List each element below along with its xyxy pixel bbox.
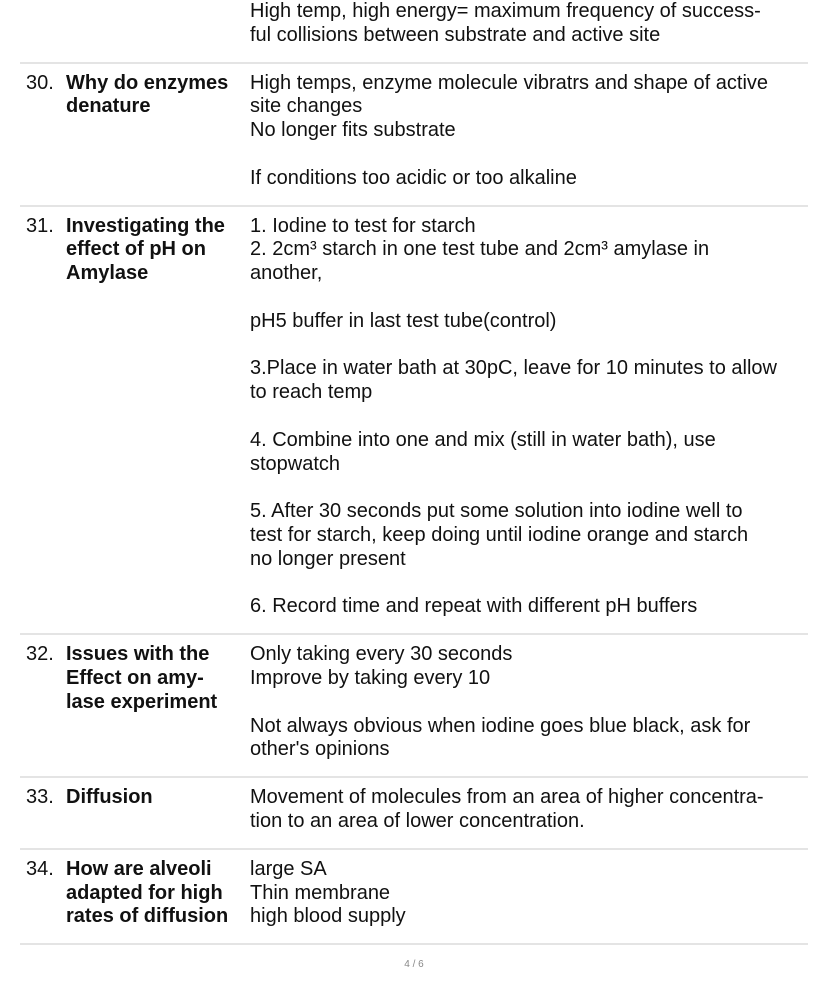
definition-paragraph bbox=[250, 357, 808, 405]
definition-paragraph bbox=[250, 500, 808, 571]
definition-line: 5. After 30 seconds put some solution into iodine well to bbox=[250, 500, 743, 523]
definition-line: to reach temp bbox=[250, 381, 373, 404]
definition-line: Not always obvious when iodine goes blue black, ask for bbox=[250, 714, 751, 737]
definition-line: High temp, high energy= maximum frequency of success- bbox=[250, 0, 761, 22]
definition-cell bbox=[250, 643, 808, 762]
definition-cell bbox=[250, 72, 808, 191]
definition-cell bbox=[250, 786, 808, 834]
row-number: 34. bbox=[26, 857, 54, 880]
definition-line: 1. Iodine to test for starch bbox=[250, 214, 476, 237]
definition-paragraph bbox=[250, 167, 808, 191]
definition-cell bbox=[250, 858, 808, 929]
definition-line: 3.Place in water bath at 30pC, leave for 10 minutes to allow bbox=[250, 357, 777, 380]
definition-line: ful collisions between substrate and active site bbox=[250, 23, 661, 46]
table-row bbox=[20, 207, 808, 636]
row-number: 31. bbox=[26, 214, 54, 237]
definition-line: Movement of molecules from an area of higher concentra- bbox=[250, 786, 764, 809]
term-line: lase experiment bbox=[66, 690, 218, 713]
term-cell bbox=[66, 72, 250, 191]
definition-line: No longer fits substrate bbox=[250, 119, 456, 142]
definition-cell bbox=[250, 0, 808, 48]
definition-paragraph bbox=[250, 786, 808, 834]
definition-paragraph bbox=[250, 72, 808, 143]
term-line: Why do enzymes bbox=[66, 71, 229, 94]
term-line: Issues with the bbox=[66, 643, 210, 666]
definition-line: 4. Combine into one and mix (still in water bath), use bbox=[250, 428, 716, 451]
term-line: Diffusion bbox=[66, 786, 153, 809]
definition-paragraph bbox=[250, 595, 808, 619]
row-number bbox=[20, 0, 66, 48]
definition-line: other's opinions bbox=[250, 738, 390, 761]
table-row bbox=[20, 64, 808, 207]
term-cell bbox=[66, 858, 250, 929]
term-line: denature bbox=[66, 95, 151, 118]
definition-line: 2. 2cm³ starch in one test tube and 2cm³ amylase in bbox=[250, 238, 710, 261]
definition-paragraph bbox=[250, 858, 808, 929]
term-line: rates of diffusion bbox=[66, 905, 229, 928]
definition-line: High temps, enzyme molecule vibratrs and shape of active bbox=[250, 71, 769, 94]
term-line: Investigating the bbox=[66, 214, 225, 237]
definition-paragraph bbox=[250, 643, 808, 691]
definition-paragraph bbox=[250, 310, 808, 334]
definition-line: Only taking every 30 seconds bbox=[250, 643, 513, 666]
definition-paragraph bbox=[250, 429, 808, 477]
table-row bbox=[20, 0, 808, 64]
definition-cell bbox=[250, 215, 808, 620]
definition-paragraph bbox=[250, 715, 808, 763]
term-line: effect of pH on bbox=[66, 238, 206, 261]
term-line: Effect on amy- bbox=[66, 666, 204, 689]
definition-line: 6. Record time and repeat with different pH buffers bbox=[250, 595, 698, 618]
definition-line: Thin membrane bbox=[250, 881, 391, 904]
definition-paragraph bbox=[250, 0, 808, 48]
term-cell bbox=[66, 786, 250, 834]
definition-line: high blood supply bbox=[250, 905, 406, 928]
table-row bbox=[20, 778, 808, 850]
term-cell bbox=[66, 0, 250, 48]
page-indicator: 4 / 6 bbox=[404, 959, 424, 970]
definition-line: site changes bbox=[250, 95, 363, 118]
row-number: 33. bbox=[26, 786, 54, 809]
definition-line: pH5 buffer in last test tube(control) bbox=[250, 309, 557, 332]
definition-line: tion to an area of lower concentration. bbox=[250, 809, 585, 832]
term-line: adapted for high bbox=[66, 881, 223, 904]
row-number: 30. bbox=[26, 71, 54, 94]
definition-line: another, bbox=[250, 262, 323, 285]
definition-paragraph bbox=[250, 215, 808, 286]
flashcard-table bbox=[20, 0, 808, 945]
definition-line: If conditions too acidic or too alkaline bbox=[250, 166, 577, 189]
definition-line: no longer present bbox=[250, 547, 406, 570]
definition-line: large SA bbox=[250, 857, 327, 880]
table-row bbox=[20, 850, 808, 945]
table-row bbox=[20, 635, 808, 778]
definition-line: Improve by taking every 10 bbox=[250, 666, 491, 689]
term-line: Amylase bbox=[66, 262, 149, 285]
definition-line: stopwatch bbox=[250, 452, 341, 475]
row-number: 32. bbox=[26, 643, 54, 666]
definition-line: test for starch, keep doing until iodine orange and starch bbox=[250, 523, 749, 546]
term-line: How are alveoli bbox=[66, 857, 212, 880]
term-cell bbox=[66, 215, 250, 620]
term-cell bbox=[66, 643, 250, 762]
